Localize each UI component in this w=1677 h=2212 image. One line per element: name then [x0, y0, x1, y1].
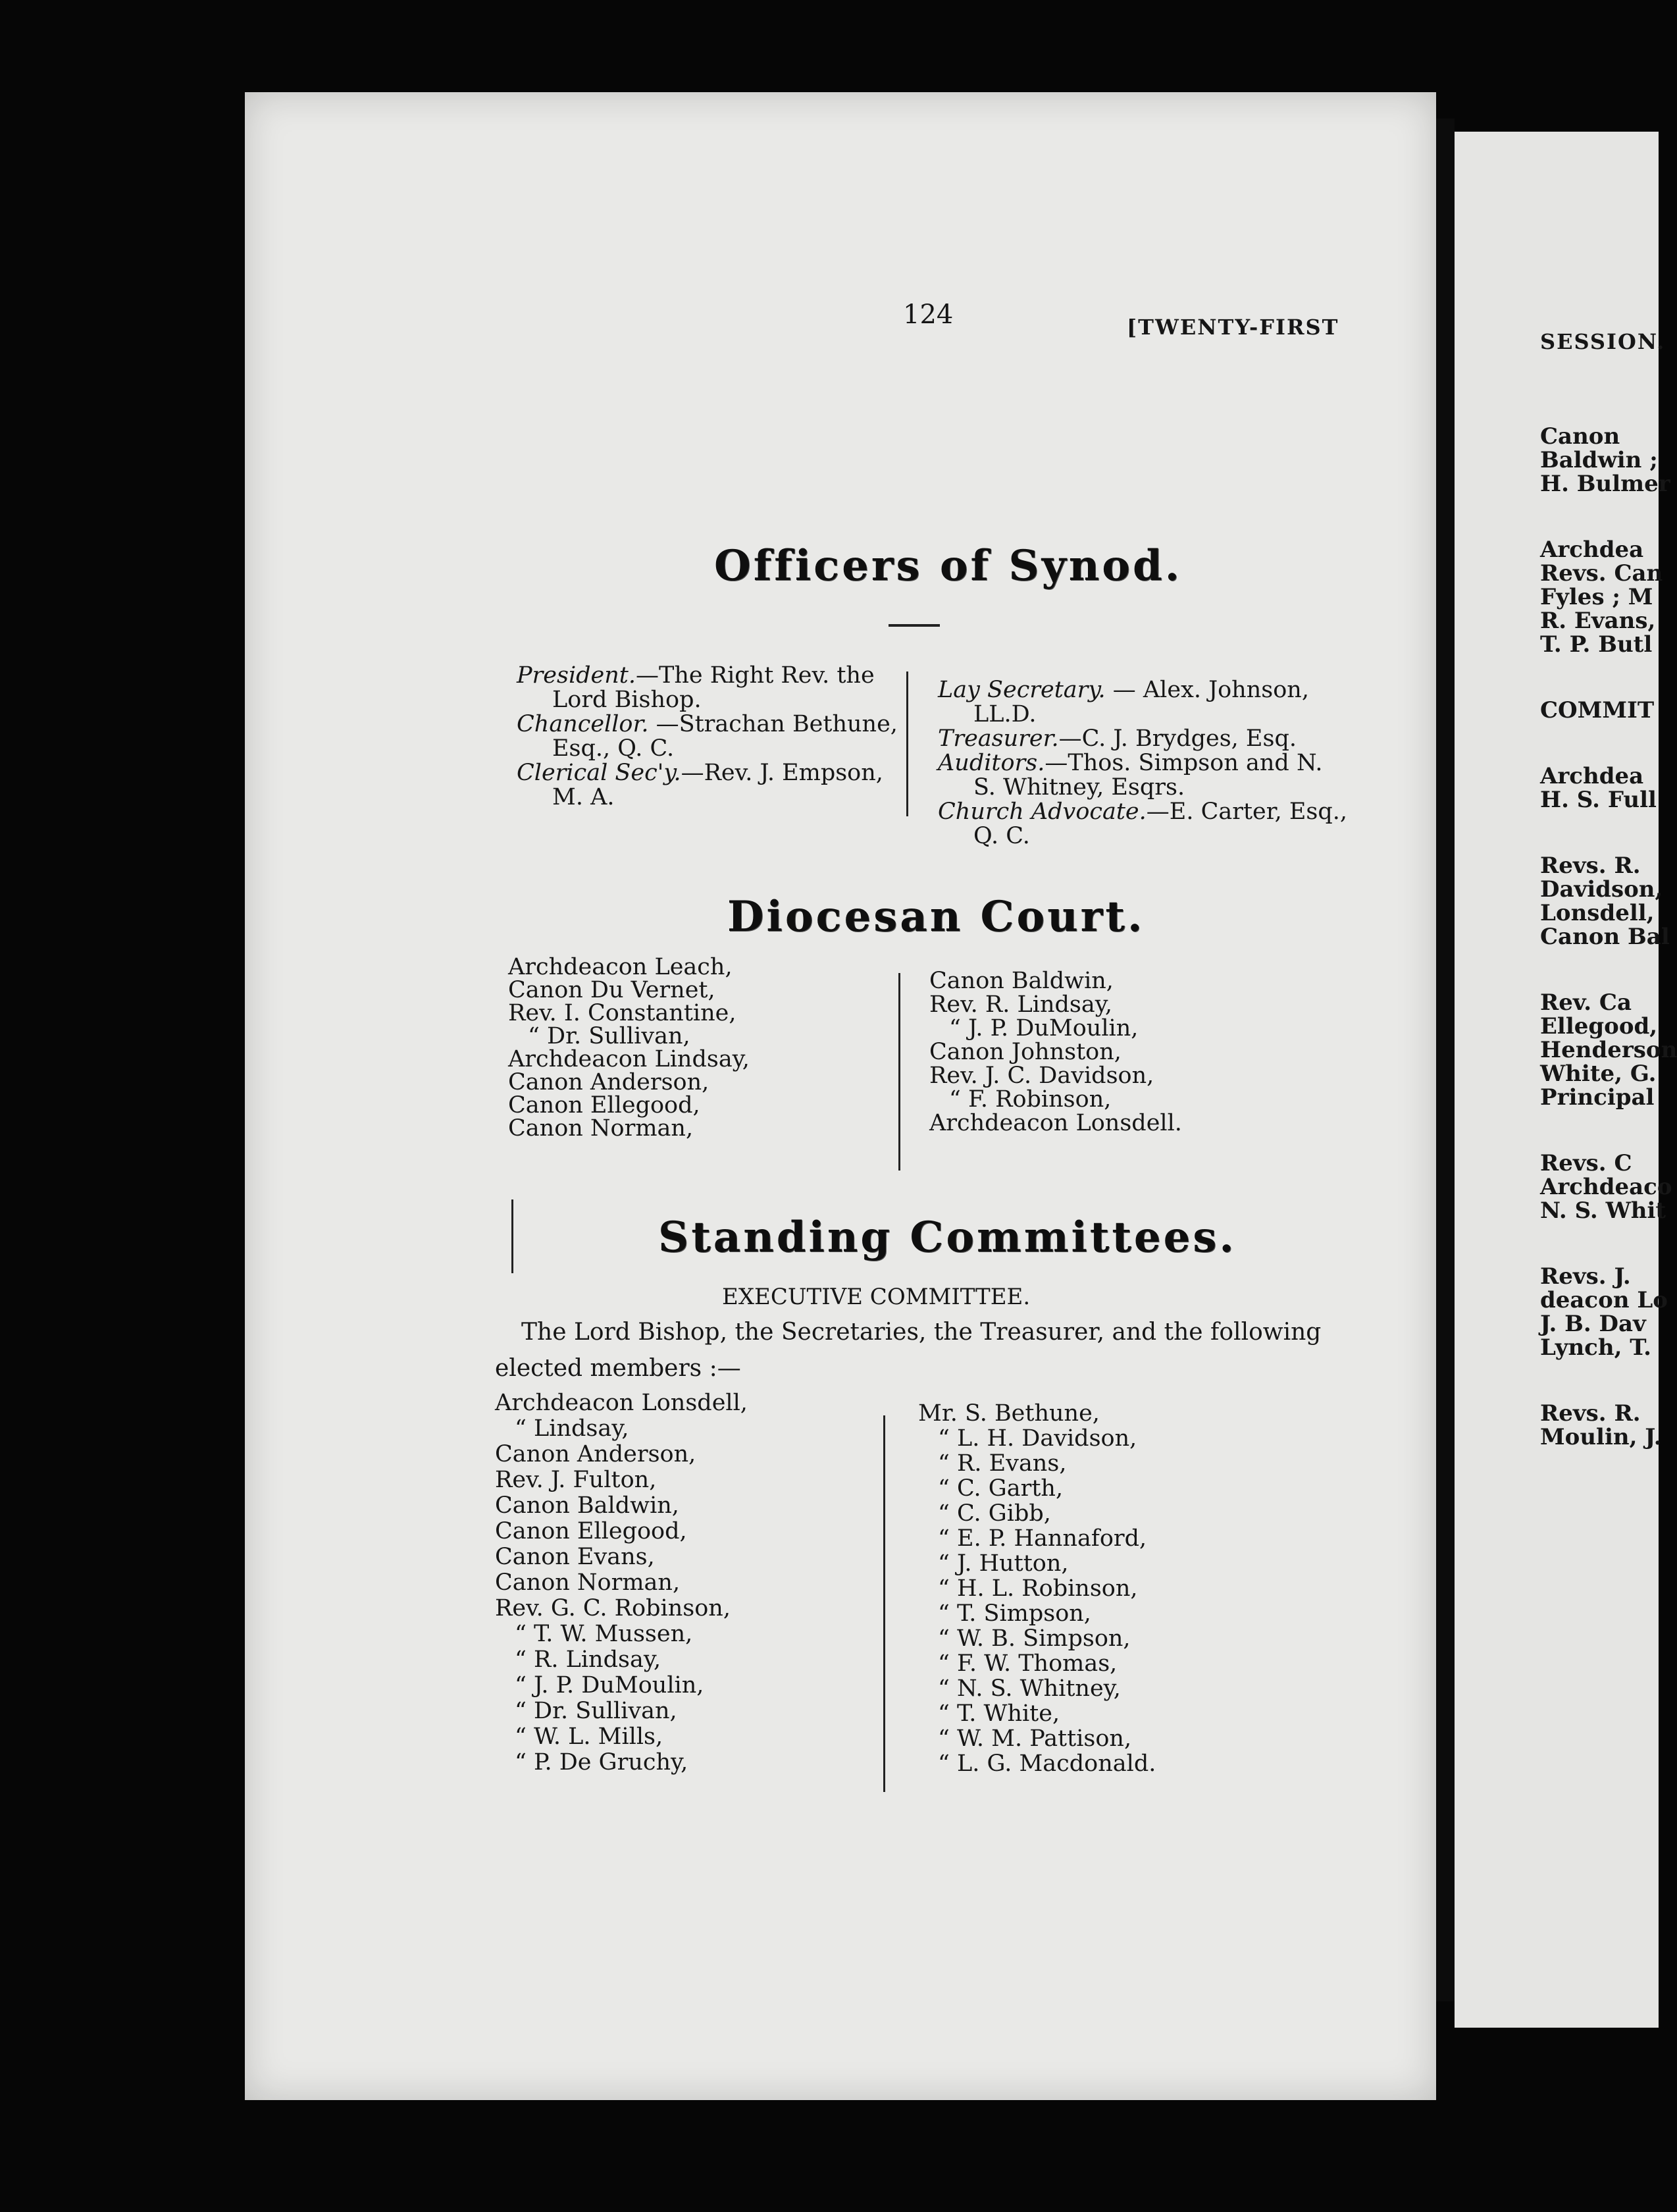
name-entry: Rev. J. Fulton,: [495, 1467, 657, 1493]
name-entry: “ T. White,: [938, 1700, 1060, 1727]
fragment-line: Henderson: [1540, 1037, 1677, 1063]
name-entry: Rev. R. Lindsay,: [929, 991, 1113, 1018]
court-title: Diocesan Court.: [727, 892, 1145, 941]
margin-rule: [511, 1199, 513, 1273]
fragment-line: Rev. Ca: [1540, 989, 1632, 1016]
officer-entry: [938, 678, 1347, 702]
name-entry: Canon Anderson,: [495, 1441, 696, 1467]
officer-entry: [938, 727, 1347, 751]
fragment-line: deacon Lo: [1540, 1287, 1668, 1313]
right-page: [1455, 132, 1677, 2028]
fragment-line: Canon Bal: [1540, 924, 1670, 950]
fragment-line: [1540, 1359, 1677, 1402]
officer-entry-cont: Esq., Q. C.: [552, 735, 675, 762]
name-entry: Mr. S. Bethune,: [918, 1400, 1100, 1427]
fragment-line: N. S. Whit: [1540, 1198, 1666, 1224]
name-entry: “ T. Simpson,: [938, 1600, 1091, 1627]
name-entry: Canon Ellegood,: [508, 1092, 700, 1119]
fragment-line: H. Bulmer: [1540, 471, 1670, 497]
fragment-line: [1540, 722, 1677, 764]
fragment-line: Archdeaco: [1540, 1174, 1672, 1200]
fragment-line: Archdea: [1540, 537, 1644, 563]
officer-role: Treasurer.: [938, 725, 1059, 752]
fragment-line: [1540, 1109, 1677, 1151]
name-entry: “ W. B. Simpson,: [938, 1625, 1131, 1652]
officer-role: Church Advocate.: [938, 799, 1147, 825]
fragment-line: H. S. Full: [1540, 787, 1657, 813]
standing-title: Standing Committees.: [658, 1213, 1237, 1262]
officer-name: — Alex. Johnson,: [1105, 677, 1309, 703]
officer-name: —C. J. Brydges, Esq.: [1058, 725, 1297, 752]
name-entry: “ W. L. Mills,: [515, 1724, 663, 1750]
fragment-line: Lynch, T.: [1540, 1334, 1652, 1361]
name-entry: Archdeacon Leach,: [508, 954, 733, 980]
officer-role: Lay Secretary.: [938, 677, 1106, 703]
name-entry: “ T. W. Mussen,: [515, 1621, 693, 1647]
column-divider: [883, 1415, 885, 1792]
name-entry: “ Dr. Sullivan,: [515, 1698, 677, 1724]
name-entry: “ W. M. Pattison,: [938, 1725, 1132, 1752]
officer-entry-cont: LL.D.: [973, 701, 1037, 727]
name-entry: Rev. I. Constantine,: [508, 1000, 736, 1026]
running-head-continued: SESSION.: [1540, 329, 1666, 354]
officer-entry-cont: Q. C.: [973, 823, 1030, 849]
executive-intro-cont: elected members :—: [495, 1355, 741, 1382]
name-entry: Canon Du Vernet,: [508, 977, 715, 1003]
name-entry: Canon Norman,: [495, 1569, 681, 1596]
fragment-line: Revs. J.: [1540, 1263, 1631, 1290]
name-entry: “ C. Gibb,: [938, 1500, 1051, 1527]
court-right-column: [929, 969, 1182, 1135]
name-entry: Rev. G. C. Robinson,: [495, 1595, 731, 1621]
name-entry: “ J. P. DuMoulin,: [949, 1015, 1139, 1041]
fragment-line: Revs. C: [1540, 1150, 1632, 1176]
book-gutter: [1436, 118, 1455, 2001]
fragment-line: Ellegood,: [1540, 1013, 1658, 1040]
officer-role: President.: [517, 662, 636, 689]
officer-entry-cont: Lord Bishop.: [552, 687, 702, 713]
officer-entry: [517, 761, 898, 785]
officer-entry: [517, 712, 898, 737]
name-entry: Canon Baldwin,: [495, 1492, 679, 1519]
name-entry: “ P. De Gruchy,: [515, 1749, 688, 1776]
officers-title: Officers of Synod.: [714, 541, 1182, 591]
officer-role: Chancellor.: [517, 711, 649, 737]
officer-entry: [517, 664, 898, 688]
left-page: [245, 92, 1436, 2100]
officer-name: —E. Carter, Esq.,: [1146, 799, 1348, 825]
name-entry: Archdeacon Lonsdell.: [929, 1110, 1182, 1136]
name-entry: Archdeacon Lindsay,: [508, 1046, 750, 1072]
name-entry: “ L. H. Davidson,: [938, 1425, 1137, 1452]
running-head: [TWENTY-FIRST: [1127, 315, 1339, 340]
name-entry: “ Lindsay,: [515, 1415, 629, 1442]
executive-right-column: [918, 1401, 1156, 1776]
name-entry: Canon Johnston,: [929, 1039, 1122, 1065]
fragment-line: Revs. R.: [1540, 1400, 1641, 1427]
page-number: 124: [903, 300, 954, 330]
officer-role: Clerical Sec'y.: [517, 760, 681, 786]
fragment-line: Revs. Can: [1540, 560, 1663, 587]
officers-right-column: [938, 678, 1347, 849]
title-rule: [889, 624, 940, 627]
fragment-line: Principal: [1540, 1084, 1655, 1111]
name-entry: Archdeacon Lonsdell,: [495, 1390, 748, 1416]
officer-entry: [938, 800, 1347, 824]
fragment-line: [1540, 496, 1677, 538]
officer-name: —The Right Rev. the: [636, 662, 875, 689]
column-divider: [898, 973, 900, 1171]
executive-intro: The Lord Bishop, the Secretaries, the Treasurer, and the following: [521, 1319, 1322, 1346]
column-divider: [906, 672, 908, 816]
fragment-line: White, G.: [1540, 1061, 1657, 1087]
name-entry: Canon Evans,: [495, 1544, 655, 1570]
officer-role: Auditors.: [938, 750, 1045, 776]
right-page-fragments: [1540, 425, 1677, 1449]
court-left-column: [508, 956, 750, 1140]
name-entry: “ F. W. Thomas,: [938, 1650, 1118, 1677]
fragment-line: COMMIT: [1540, 697, 1655, 724]
officer-entry: [938, 751, 1347, 776]
fragment-line: [1540, 949, 1677, 991]
officer-name: —Rev. J. Empson,: [681, 760, 883, 786]
officer-entry-cont: S. Whitney, Esqrs.: [973, 774, 1185, 801]
name-entry: “ N. S. Whitney,: [938, 1675, 1121, 1702]
name-entry: “ J. Hutton,: [938, 1550, 1069, 1577]
fragment-line: [1540, 656, 1677, 698]
name-entry: “ R. Evans,: [938, 1450, 1067, 1477]
name-entry: “ E. P. Hannaford,: [938, 1525, 1147, 1552]
officers-left-column: [517, 664, 898, 810]
name-entry: Canon Baldwin,: [929, 968, 1114, 994]
name-entry: Canon Anderson,: [508, 1069, 710, 1095]
fragment-line: Revs. R.: [1540, 853, 1641, 879]
officer-entry-cont: M. A.: [552, 784, 615, 810]
name-entry: Canon Ellegood,: [495, 1518, 687, 1544]
fragment-line: [1540, 812, 1677, 854]
fragment-line: R. Evans,: [1540, 608, 1656, 634]
fragment-line: Baldwin ;: [1540, 447, 1658, 473]
name-entry: Canon Norman,: [508, 1115, 694, 1142]
fragment-line: Archdea: [1540, 763, 1644, 789]
fragment-line: J. B. Dav: [1540, 1311, 1646, 1337]
executive-left-column: [495, 1390, 748, 1776]
name-entry: “ H. L. Robinson,: [938, 1575, 1138, 1602]
fragment-line: Canon: [1540, 423, 1620, 450]
fragment-line: Lonsdell,: [1540, 900, 1655, 926]
officer-name: —Strachan Bethune,: [648, 711, 898, 737]
name-entry: “ Dr. Sullivan,: [528, 1023, 690, 1049]
name-entry: “ C. Garth,: [938, 1475, 1064, 1502]
name-entry: “ L. G. Macdonald.: [938, 1751, 1156, 1777]
name-entry: “ J. P. DuMoulin,: [515, 1672, 704, 1698]
executive-committee-heading: EXECUTIVE COMMITTEE.: [722, 1284, 1031, 1310]
fragment-line: Moulin, J.: [1540, 1424, 1662, 1450]
fragment-line: Davidson,: [1540, 876, 1663, 903]
fragment-line: Fyles ; M: [1540, 584, 1653, 610]
name-entry: “ F. Robinson,: [949, 1086, 1112, 1113]
officer-name: —Thos. Simpson and N.: [1045, 750, 1323, 776]
fragment-line: [1540, 1223, 1677, 1265]
fragment-line: T. P. Butl: [1540, 631, 1653, 658]
name-entry: Rev. J. C. Davidson,: [929, 1063, 1154, 1089]
name-entry: “ R. Lindsay,: [515, 1646, 661, 1673]
